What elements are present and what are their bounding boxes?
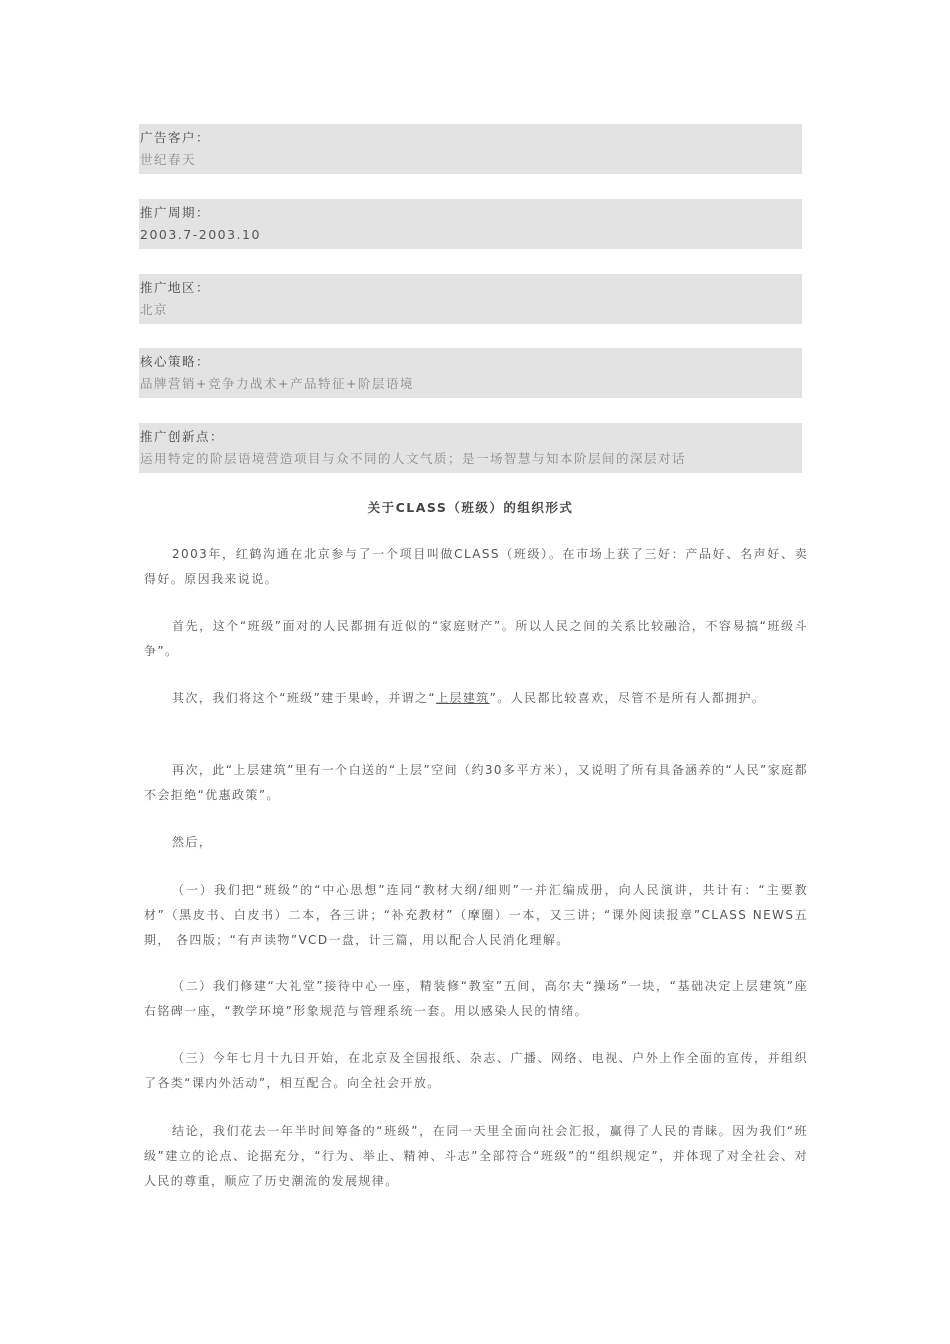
innovation-label: 推广创新点： <box>140 429 225 444</box>
article-title: 关于CLASS（班级）的组织形式 <box>367 500 574 515</box>
innovation-value: 运用特定的阶层语境营造项目与众不同的人文气质；是一场智慧与知本阶层间的深层对话 <box>140 451 687 466</box>
info-block-period <box>139 199 802 249</box>
paragraph-second-after: ”。人民都比较喜欢，尽管不是所有人都拥护。 <box>489 691 766 705</box>
strategy-label: 核心策略： <box>140 354 211 369</box>
paragraph-third: 再次，此“上层建筑”里有一个白送的“上层”空间（约30多平方米），又说明了所有具备涵养的“人民”家庭都不会拒绝“优惠政策”。 <box>144 763 808 802</box>
info-block-client <box>139 124 802 174</box>
info-block-strategy <box>139 348 802 398</box>
paragraph-point-one: （一）我们把“班级”的“中心思想”连同“教材大纲/细则”一并汇编成册，向人民演讲，共计有：“主要教材”（黑皮书、白皮书）二本，各三讲；“补充教材”（摩圈）一本，又三讲；“课外阅读报章”CLASS NEWS五期， 各四版；“有声读物”VCD一盘，计三篇，用以配合人民消化理解。 <box>144 883 808 947</box>
paragraph-conclusion: 结论，我们花去一年半时间筹备的“班级”，在同一天里全面向社会汇报，赢得了人民的青睐。因为我们“班级”建立的论点、论据充分，“行为、举止、精神、斗志”全部符合“班级”的“组织规定”，并体现了对全社会、对人民的尊重，顺应了历史潮流的发展规律。 <box>144 1124 808 1188</box>
info-block-innovation <box>139 423 802 473</box>
region-label: 推广地区： <box>140 280 211 295</box>
region-value: 北京 <box>140 302 169 317</box>
client-value: 世纪春天 <box>140 152 197 167</box>
paragraph-first: 首先，这个“班级”面对的人民都拥有近似的“家庭财产”。所以人民之间的关系比较融洽，不容易搞“班级斗争”。 <box>144 619 808 658</box>
superstructure-link[interactable]: 上层建筑 <box>436 691 490 705</box>
paragraph-intro: 2003年，红鹤沟通在北京参与了一个项目叫做CLASS（班级）。在市场上获了三好：产品好、名声好、卖得好。原因我来说说。 <box>144 547 808 586</box>
client-label: 广告客户： <box>140 130 211 145</box>
paragraph-second-before: 其次，我们将这个“班级”建于果岭，并谓之“ <box>172 691 437 705</box>
info-block-region <box>139 274 802 324</box>
paragraph-then: 然后， <box>172 835 213 849</box>
period-value: 2003.7-2003.10 <box>140 227 261 242</box>
paragraph-point-three: （三）今年七月十九日开始，在北京及全国报纸、杂志、广播、网络、电视、户外上作全面的宣传，并组织了各类“课内外活动”，相互配合。向全社会开放。 <box>144 1051 808 1090</box>
strategy-value: 品牌营销+竞争力战术+产品特征+阶层语境 <box>140 376 414 391</box>
paragraph-second <box>144 686 808 711</box>
paragraph-point-two: （二）我们修建“大礼堂”接待中心一座，精装修“教室”五间，高尔夫“操场”一块，“基础决定上层建筑”座右铭碑一座，“教学环境”形象规范与管理系统一套。用以感染人民的情绪。 <box>144 979 808 1018</box>
period-label: 推广周期： <box>140 205 211 220</box>
